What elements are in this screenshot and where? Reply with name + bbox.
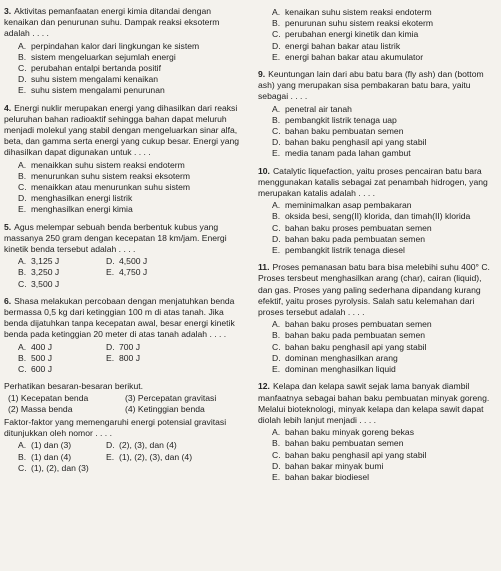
options-list <box>4 440 242 474</box>
option-text: penurunan suhu sistem reaksi ekoterm <box>285 18 434 29</box>
option-text: menghasilkan energi listrik <box>31 193 133 204</box>
answer-option <box>258 450 496 461</box>
option-letter: C. <box>18 364 27 375</box>
answer-option <box>258 234 496 245</box>
answer-option <box>258 364 496 375</box>
answer-option <box>258 52 496 63</box>
option-text: energi bahan bakar atau listrik <box>285 40 401 51</box>
option-letter: A. <box>18 256 27 267</box>
option-letter: B. <box>272 438 281 449</box>
option-text: menurunkan suhu sistem reaksi eksoterm <box>31 170 191 181</box>
option-text: (1), (2), (3), dan (4) <box>119 451 193 462</box>
answer-option <box>4 171 242 182</box>
answer-option <box>18 440 106 451</box>
option-text: 4,500 J <box>119 256 148 267</box>
option-text: kenaikan suhu sistem reaksi endoterm <box>285 7 432 17</box>
question-number: 9. <box>258 69 266 80</box>
option-letter: D. <box>272 460 281 471</box>
answer-option <box>258 211 496 222</box>
option-text: bahan baku minyak goreng bekas <box>285 427 414 438</box>
option-text: bahan baku penghasil api yang stabil <box>285 137 427 148</box>
answer-option <box>4 204 242 215</box>
option-letter: E. <box>18 85 27 96</box>
question-text: Proses pemanasan batu bara bisa melebihi suhu 400° C. Proses tersbeut menghasilkan arang (char), cairan (liquid), dan gas. Proses yang paling sederhana dipandang kurang efektif, yaitu proses pyrolysis. Salah satu kelemahan dari proses tersebut adalah . . . . <box>258 262 490 318</box>
option-text: bahan baku penghasil api yang stabil <box>285 341 427 352</box>
option-letter: B. <box>18 451 27 462</box>
option-letter: C. <box>272 341 281 352</box>
option-letter: E. <box>18 204 27 215</box>
question-10 <box>258 166 496 257</box>
option-letter: D. <box>106 256 115 267</box>
option-text: menghasilkan energi kimia <box>31 204 133 215</box>
question-number: 12. <box>258 381 270 392</box>
answer-option <box>106 452 242 463</box>
option-letter: A. <box>18 40 27 51</box>
answer-option <box>258 200 496 211</box>
answer-option <box>18 353 106 364</box>
option-letter: C. <box>18 462 27 473</box>
option-text: 3,500 J <box>31 278 60 289</box>
options-list <box>258 200 496 256</box>
option-text: bahan baku penghasil api yang stabil <box>285 449 427 460</box>
option-letter: B. <box>272 211 281 222</box>
option-letter: C. <box>272 222 281 233</box>
question-number: 5. <box>4 221 12 232</box>
question-5 <box>4 222 242 290</box>
option-letter: A. <box>272 319 281 330</box>
question-text: Energi nuklir merupakan energi yang dihasilkan dari reaksi peluruhan bahan radioaktif sehingga bahan dapat meluruh menjadi molekul yang stabil dengan mengeluarkan sinar alfa, beta, dan gamma serta energi yang cukup besar. Energi yang dihasilkan dapat digunakan untuk . . . . <box>4 102 240 158</box>
option-letter: D. <box>272 40 281 51</box>
option-letter: A. <box>272 427 281 438</box>
answer-option <box>18 267 106 278</box>
options-list <box>258 7 496 63</box>
answer-option <box>106 342 242 353</box>
list-item <box>125 393 242 404</box>
answer-option <box>258 104 496 115</box>
option-text: bahan baku pembuatan semen <box>285 438 404 449</box>
option-text: bahan baku pada pembuatan semen <box>285 330 425 341</box>
option-letter: D. <box>18 74 27 85</box>
option-text: 3,125 J <box>31 256 60 267</box>
question-number: 4. <box>4 102 12 113</box>
answer-option <box>258 148 496 159</box>
options-list <box>4 342 242 376</box>
item-text: Kecepatan benda <box>20 392 89 403</box>
item-text: Massa benda <box>20 403 73 414</box>
item-text: Ketinggian benda <box>137 403 205 414</box>
option-letter: B. <box>272 114 281 125</box>
question-9 <box>258 69 496 160</box>
option-letter: E. <box>272 471 281 482</box>
option-text: dominan menghasilkan liquid <box>285 364 396 375</box>
answer-option <box>106 440 242 451</box>
option-letter: E. <box>272 245 281 256</box>
answer-option <box>258 461 496 472</box>
answer-option <box>4 85 242 96</box>
option-text: 600 J <box>31 364 53 375</box>
answer-option <box>4 52 242 63</box>
option-text: pembangkit listrik tenaga uap <box>285 114 397 125</box>
question-text: Shasa melakukan percobaan dengan menjatuhkan benda bermassa 0,5 kg dari ketinggian 100 m di atas tanah. Jika benda dijatuhkan tanpa kecepatan awal, besar energi kinetik benda pada ketinggian 20 meter di atas tanah adalah . . . . <box>4 295 235 340</box>
option-text: sistem mengeluarkan sejumlah energi <box>31 51 176 62</box>
answer-option <box>18 452 106 463</box>
option-letter: C. <box>272 449 281 460</box>
left-column <box>4 6 242 480</box>
options-list <box>258 319 496 375</box>
option-letter: E. <box>106 267 115 278</box>
option-text: suhu sistem mengalami penurunan <box>31 85 165 96</box>
answer-option <box>258 245 496 256</box>
option-letter: A. <box>272 103 281 114</box>
question-6 <box>4 296 242 375</box>
question-text: Catalytic liquefaction, yaitu proses pencairan batu bara menggunakan katalis sebagai zat penambah hidrogen, yang merupakan katalis adalah . . . . <box>258 165 488 199</box>
options-list <box>258 104 496 160</box>
option-letter: D. <box>18 193 27 204</box>
option-text: 800 J <box>119 352 141 363</box>
question-text: Faktor-faktor yang memengaruhi energi potensial gravitasi ditunjukkan oleh nomor . . . . <box>4 416 227 439</box>
options-list <box>4 256 242 290</box>
answer-option <box>4 160 242 171</box>
item-number: (3) <box>125 392 138 403</box>
option-letter: C. <box>18 63 27 74</box>
item-list <box>4 393 242 415</box>
answer-option <box>4 63 242 74</box>
question-text: Agus melempar sebuah benda berbentuk kubus yang massanya 250 gram dengan kecepatan 18 km/jam. Energi kinetik benda tersebut adalah . . . . <box>4 221 227 255</box>
answer-option <box>258 29 496 40</box>
option-letter: D. <box>272 352 281 363</box>
answer-option <box>258 330 496 341</box>
option-letter: B. <box>18 352 27 363</box>
option-text: 4,750 J <box>119 267 148 278</box>
right-column <box>258 6 496 489</box>
option-letter: E. <box>106 352 115 363</box>
option-text: bahan baku proses pembuatan semen <box>285 222 432 233</box>
answer-option <box>4 74 242 85</box>
question-text: Keuntungan lain dari abu batu bara (fly ash) dan (bottom ash) yang merupakan sisa pembakaran batu bara, yaitu sebagai . . . . <box>258 69 484 102</box>
option-text: (2), (3), dan (4) <box>119 440 177 451</box>
option-text: 500 J <box>31 352 53 363</box>
option-letter: B. <box>18 170 27 181</box>
answer-option <box>258 223 496 234</box>
option-text: perubahan energi kinetik dan kimia <box>285 29 419 40</box>
option-text: bahan bakar biodiesel <box>285 471 370 482</box>
option-letter: C. <box>18 182 27 193</box>
list-item <box>8 404 125 415</box>
answer-option <box>258 18 496 29</box>
option-letter: B. <box>272 330 281 341</box>
option-text: 3,250 J <box>31 267 60 278</box>
option-text: (1) dan (3) <box>31 440 72 451</box>
item-number: (4) <box>125 403 138 414</box>
option-text: pembangkit listrik tenaga diesel <box>285 245 405 256</box>
option-letter: E. <box>106 451 115 462</box>
option-text: suhu sistem mengalami kenaikan <box>31 74 159 85</box>
answer-option <box>106 267 242 278</box>
options-list <box>4 41 242 97</box>
answer-option <box>258 137 496 148</box>
question-7 <box>4 381 242 474</box>
answer-option <box>258 126 496 137</box>
question-8-options <box>258 7 496 63</box>
option-text: energi bahan bakar atau akumulator <box>285 51 424 62</box>
option-letter: A. <box>272 200 281 211</box>
answer-option <box>18 342 106 353</box>
list-item <box>125 404 242 415</box>
answer-option <box>258 319 496 330</box>
option-text: 700 J <box>119 341 141 352</box>
option-text: (1), (2), dan (3) <box>31 462 89 473</box>
option-text: menaikkan atau menurunkan suhu sistem <box>31 182 191 193</box>
option-text: penetral air tanah <box>285 103 352 114</box>
question-text: Kelapa dan kelapa sawit sejak lama banyak diambil manfaatnya sebagai bahan baku pembuatan minyak goreng. Melalui bioteknologi, minyak kelapa dan kelapa sawit dapat diolah lebih lanjut menjadi . . . . <box>258 381 490 425</box>
option-text: meminimalkan asap pembakaran <box>285 200 412 211</box>
option-letter: C. <box>272 29 281 40</box>
question-number: 6. <box>4 295 12 306</box>
options-list <box>4 160 242 216</box>
option-text: menaikkan suhu sistem reaksi endoterm <box>31 159 185 170</box>
option-text: media tanam pada lahan gambut <box>285 148 411 159</box>
option-text: bahan baku pembuatan semen <box>285 126 404 137</box>
answer-option <box>258 472 496 483</box>
option-letter: A. <box>18 159 27 170</box>
option-text: perpindahan kalor dari lingkungan ke sistem <box>31 40 200 51</box>
option-letter: E. <box>272 148 281 159</box>
item-text: Percepatan gravitasi <box>137 392 217 403</box>
item-number: (1) <box>8 392 21 403</box>
answer-option <box>258 438 496 449</box>
option-text: (1) dan (4) <box>31 451 72 462</box>
question-text: Aktivitas pemanfaatan energi kimia ditandai dengan kenaikan dan penurunan suhu. Dampak reaksi eksoterm adalah . . . . <box>4 6 220 39</box>
answer-option <box>106 256 242 267</box>
answer-option <box>4 193 242 204</box>
option-letter: E. <box>272 364 281 375</box>
question-number: 3. <box>4 6 12 16</box>
question-12 <box>258 381 496 483</box>
question-11 <box>258 262 496 375</box>
option-letter: D. <box>106 440 115 451</box>
option-letter: A. <box>18 440 27 451</box>
answer-option <box>258 353 496 364</box>
option-letter: D. <box>272 137 281 148</box>
option-letter: E. <box>272 51 281 62</box>
option-letter: C. <box>272 126 281 137</box>
answer-option <box>106 353 242 364</box>
option-letter: D. <box>272 233 281 244</box>
option-letter: C. <box>18 278 27 289</box>
question-4 <box>4 103 242 216</box>
option-text: dominan menghasilkan arang <box>285 352 398 363</box>
question-number: 11. <box>258 262 270 273</box>
answer-option <box>18 256 106 267</box>
answer-option <box>258 41 496 52</box>
option-text: perubahan entalpi bertanda positif <box>31 63 161 74</box>
list-item <box>8 393 125 404</box>
answer-option <box>4 182 242 193</box>
answer-option <box>258 115 496 126</box>
answer-option <box>18 364 106 375</box>
option-text: bahan baku proses pembuatan semen <box>285 319 432 330</box>
answer-option <box>258 7 496 18</box>
option-letter: A. <box>18 341 27 352</box>
question-number: 10. <box>258 165 270 176</box>
item-number: (2) <box>8 403 21 414</box>
question-intro: Perhatikan besaran-besaran berikut. <box>4 381 144 392</box>
answer-option <box>4 41 242 52</box>
question-3 <box>4 6 242 97</box>
option-letter: A. <box>272 7 281 17</box>
option-letter: D. <box>106 341 115 352</box>
option-text: 400 J <box>31 341 53 352</box>
option-text: bahan baku pada pembuatan semen <box>285 233 425 244</box>
answer-option <box>18 279 106 290</box>
option-text: bahan bakar minyak bumi <box>285 460 384 471</box>
option-letter: B. <box>18 267 27 278</box>
answer-option <box>258 342 496 353</box>
answer-option <box>18 463 106 474</box>
answer-option <box>258 427 496 438</box>
options-list <box>258 427 496 483</box>
option-letter: B. <box>18 51 27 62</box>
option-letter: B. <box>272 18 281 29</box>
option-text: oksida besi, seng(II) klorida, dan timah(II) klorida <box>285 211 471 222</box>
